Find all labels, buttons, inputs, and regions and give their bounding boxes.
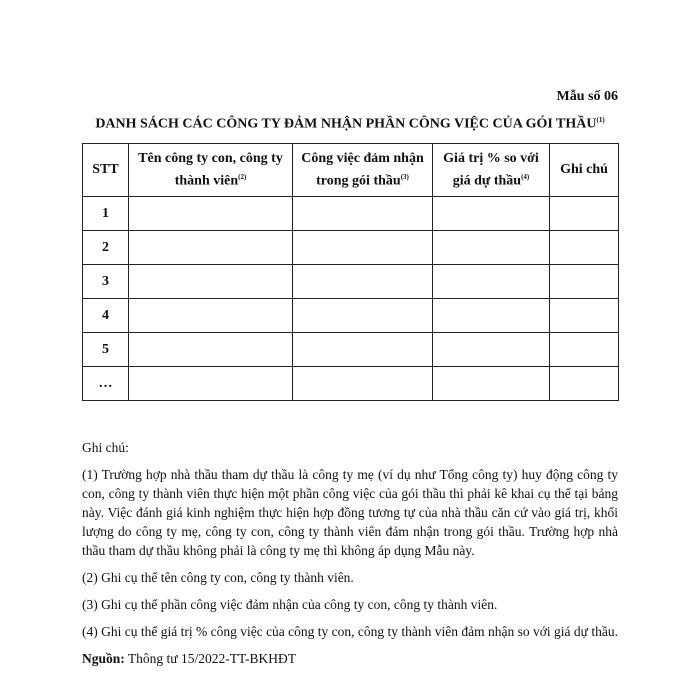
source-value: Thông tư 15/2022-TT-BKHĐT: [127, 651, 296, 666]
cell-value-percent[interactable]: [433, 367, 550, 401]
company-list-table: [82, 143, 619, 401]
cell-company-name[interactable]: [129, 333, 293, 367]
row-stt: 5: [83, 333, 129, 367]
document-title: [0, 116, 700, 133]
cell-company-name[interactable]: [129, 231, 293, 265]
notes-section: [82, 438, 618, 676]
header-value-percent: Giá trị % so với giá dự thầu$^{(4)}$: [433, 144, 550, 197]
table-row: [83, 197, 619, 231]
cell-company-name[interactable]: [129, 299, 293, 333]
cell-notes[interactable]: [550, 231, 619, 265]
source-line: [82, 649, 618, 668]
header-stt: STT: [83, 144, 129, 197]
note-item: (3) Ghi cụ thể phần công việc đảm nhận của công ty con, công ty thành viên.: [82, 597, 498, 612]
title-footnote-ref: (1): [596, 116, 605, 124]
row-stt: 1: [83, 197, 129, 231]
form-number: Mẫu số 06: [556, 89, 618, 104]
note-item: (2) Ghi cụ thể tên công ty con, công ty thành viên.: [82, 570, 354, 585]
cell-value-percent[interactable]: [433, 299, 550, 333]
header-work-assigned: Công việc đảm nhận trong gói thầu$^{(3)}$: [293, 144, 433, 197]
table-row: [83, 299, 619, 333]
row-stt: …: [83, 367, 129, 401]
title-text: DANH SÁCH CÁC CÔNG TY ĐẢM NHẬN PHẦN CÔNG VIỆC CỦA GÓI THẦU: [95, 116, 597, 132]
table-row: [83, 367, 619, 401]
cell-work-assigned[interactable]: [293, 197, 433, 231]
row-stt: 3: [83, 265, 129, 299]
cell-work-assigned[interactable]: [293, 231, 433, 265]
notes-heading: Ghi chú:: [82, 440, 129, 455]
header-notes: Ghi chú: [550, 144, 619, 197]
row-stt: 4: [83, 299, 129, 333]
cell-notes[interactable]: [550, 265, 619, 299]
source-label: Nguồn:: [82, 651, 125, 666]
header-company-name: Tên công ty con, công ty thành viên$^{(2)}$: [129, 144, 293, 197]
cell-value-percent[interactable]: [433, 231, 550, 265]
cell-work-assigned[interactable]: [293, 299, 433, 333]
table-header-row: [83, 144, 619, 197]
cell-notes[interactable]: [550, 197, 619, 231]
cell-value-percent[interactable]: [433, 333, 550, 367]
cell-notes[interactable]: [550, 299, 619, 333]
cell-work-assigned[interactable]: [293, 367, 433, 401]
cell-company-name[interactable]: [129, 367, 293, 401]
cell-value-percent[interactable]: [433, 265, 550, 299]
cell-work-assigned[interactable]: [293, 265, 433, 299]
cell-notes[interactable]: [550, 333, 619, 367]
table-row: [83, 231, 619, 265]
cell-company-name[interactable]: [129, 197, 293, 231]
row-stt: 2: [83, 231, 129, 265]
cell-value-percent[interactable]: [433, 197, 550, 231]
cell-notes[interactable]: [550, 367, 619, 401]
table-row: [83, 333, 619, 367]
note-item: (1) Trường hợp nhà thầu tham dự thầu là công ty mẹ (ví dụ như Tổng công ty) huy động công ty con, công ty thành viên thực hiện một phần công việc của gói thầu thì phải kê khai cụ thể tại bảng này. Việc đánh giá kinh nghiệm thực hiện hợp đồng tương tự của nhà thầu căn cứ vào giá trị, khối lượng do công ty mẹ, công ty con, công ty thành viên đảm nhận trong gói thầu. Trường hợp nhà thầu tham dự thầu không phải là công ty mẹ thì không áp dụng Mẫu này.: [82, 467, 618, 558]
table-row: [83, 265, 619, 299]
cell-work-assigned[interactable]: [293, 333, 433, 367]
note-item: (4) Ghi cụ thể giá trị % công việc của công ty con, công ty thành viên đảm nhận so với giá dự thầu.: [82, 624, 618, 639]
cell-company-name[interactable]: [129, 265, 293, 299]
